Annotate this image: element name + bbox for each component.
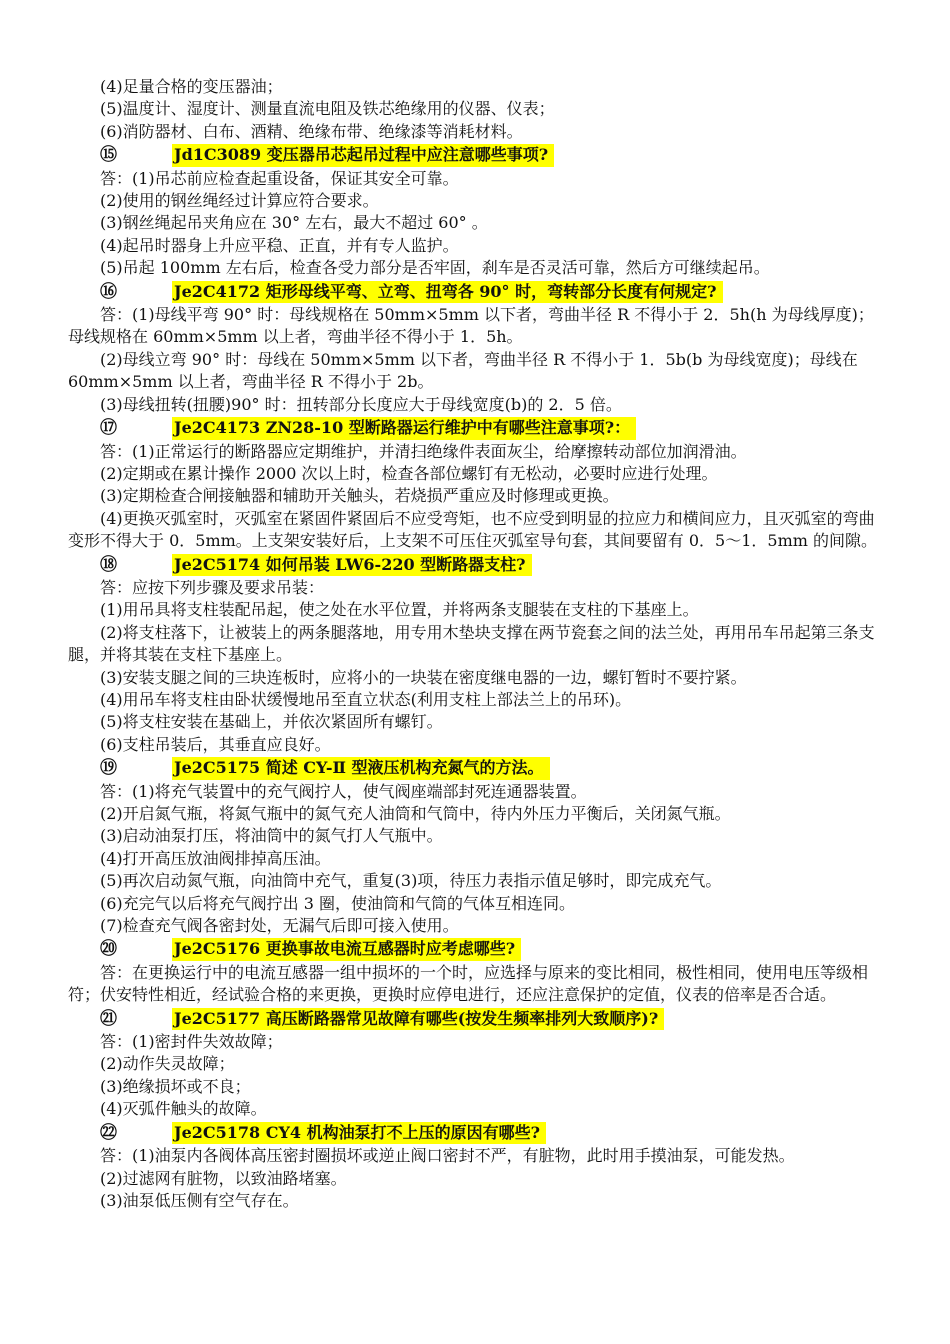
answer-paragraph: (1)用吊具将支柱装配吊起，使之处在水平位置，并将两条支腿装在支柱的下基座上。 [100,600,699,620]
question-number: ⑯ [100,281,117,302]
question-heading [68,144,882,166]
question-title: Je2C5176 更换事故电流互感器时应考虑哪些? [172,938,521,960]
answer-paragraph: (3)母线扭转(扭腰)90° 时：扭转部分长度应大于母线宽度(b)的 2．5 倍。 [100,394,622,414]
answer-paragraph: (5)将支柱安装在基础上，并依次紧固所有螺钉。 [100,712,443,732]
question-number: ⑲ [100,758,117,779]
question-block [68,417,882,552]
answer-paragraph: (5)吊起 100mm 左右后，检查各受力部分是否牢固，刹车是否灵活可靠，然后方可继续起吊。 [100,258,770,278]
answer-paragraph: (3)安装支腿之间的三块连板时，应将小的一块装在密度继电器的一边，螺钉暂时不要拧紧。 [100,667,747,687]
answer-paragraph: (4)打开高压放油阀排掉高压油。 [100,848,331,868]
question-heading [68,417,882,439]
answer-paragraph: (2)过滤网有脏物，以致油路堵塞。 [100,1168,347,1188]
answer-paragraph: (6)支柱吊装后，其垂直应良好。 [100,734,331,754]
question-title: Jd1C3089 变压器吊芯起吊过程中应注意哪些事项? [172,144,554,166]
question-block [68,554,882,757]
answer-paragraph: (2)将支柱落下，让被装上的两条腿落地，用专用木垫块支撑在两节瓷套之间的法兰处，再用吊车吊起第三条支腿，并将其装在支柱下基座上。 [68,622,875,665]
answer-paragraph: (3)油泵低压侧有空气存在。 [100,1190,299,1210]
answer-paragraph: 答：(1)母线平弯 90° 时：母线规格在 50mm×5mm 以下者，弯曲半径 R 不得小于 2．5h(h 为母线厚度)；母线规格在 60mm×5mm 以上者，弯曲半径不得小于 1．5h。 [68,305,874,347]
question-title: Je2C5178 CY4 机构油泵打不上压的原因有哪些? [172,1122,546,1144]
answer-paragraph: (4)用吊车将支柱由卧状缓慢地吊至直立状态(利用支柱上部法兰上的吊环)。 [100,689,632,709]
question-heading [68,1122,882,1144]
intro-line: (6)消防器材、白布、酒精、绝缘布带、绝缘漆等消耗材料。 [100,121,523,141]
question-block [68,281,882,416]
question-number: ⑮ [100,145,117,166]
question-heading [68,554,882,576]
question-number: ㉒ [100,1122,117,1143]
question-number: ⑳ [100,939,117,960]
question-number: ⑰ [100,418,117,439]
question-block [68,757,882,937]
answer-paragraph: (3)钢丝绳起吊夹角应在 30° 左右，最大不超过 60° 。 [100,213,488,233]
question-block [68,144,882,279]
question-title: Je2C5177 高压断路器常见故障有哪些(按发生频率排列大致顺序)? [172,1008,664,1030]
answer-paragraph: (7)检查充气阀各密封处，无漏气后即可接入使用。 [100,916,459,936]
intro-line: (4)足量合格的变压器油； [100,77,283,96]
answer-paragraph: (4)灭弧件触头的故障。 [100,1099,267,1119]
answer-paragraph: (2)定期或在累计操作 2000 次以上时，检查各部位螺钉有无松动，必要时应进行处理。 [100,463,718,483]
intro-block [68,76,882,143]
question-list [68,144,882,1212]
question-block [68,938,882,1006]
answer-paragraph: (2)母线立弯 90° 时：母线在 50mm×5mm 以下者，弯曲半径 R 不得小于 1．5b(b 为母线宽度)；母线在 60mm×5mm 以上者，弯曲半径 R 不得小于 2b。 [68,349,858,392]
answer-paragraph: 答：(1)将充气装置中的充气阀拧人，使气阀座端部封死连通器装置。 [100,781,587,801]
answer-paragraph: 答：应按下列步骤及要求吊装： [100,577,325,597]
answer-paragraph: 答：(1)油泵内各阀体高压密封圈损坏或逆止阀口密封不严，有脏物，此时用手摸油泵，可能发热。 [100,1146,795,1166]
question-block [68,1122,882,1213]
intro-line: (5)温度计、湿度计、测量直流电阻及铁芯绝缘用的仪器、仪表； [100,99,555,119]
answer-paragraph: (3)绝缘损坏或不良； [100,1076,251,1096]
question-title: Je2C4172 矩形母线平弯、立弯、扭弯各 90° 时，弯转部分长度有何规定? [172,281,723,303]
answer-paragraph: (3)定期检查合闸接触器和辅助开关触头，若烧损严重应及时修理或更换。 [100,486,619,506]
answer-paragraph: (4)起吊时器身上升应平稳、正直，并有专人监护。 [100,235,459,255]
answer-paragraph: (2)使用的钢丝绳经过计算应符合要求。 [100,191,379,211]
question-heading [68,938,882,960]
answer-paragraph: (3)启动油泵打压，将油筒中的氮气打人气瓶中。 [100,826,443,846]
question-title: Je2C5175 简述 CY-Ⅱ 型液压机构充氮气的方法。 [172,757,550,779]
question-heading [68,1008,882,1030]
question-title: Je2C5174 如何吊装 LW6-220 型断路器支柱? [172,554,532,576]
question-number: ⑱ [100,554,117,575]
answer-paragraph: (2)动作失灵故障； [100,1054,235,1074]
answer-paragraph: 答：(1)正常运行的断路器应定期维护，并清扫绝缘件表面灰尘，给摩擦转动部位加润滑油。 [100,441,747,461]
question-heading [68,757,882,779]
answer-paragraph: (6)充完气以后将充气阀拧出 3 圈，使油筒和气筒的气体互相连同。 [100,893,576,913]
question-heading [68,281,882,303]
question-block [68,1008,882,1121]
answer-paragraph: 答：(1)吊芯前应检查起重设备，保证其安全可靠。 [100,168,459,188]
answer-paragraph: 答：在更换运行中的电流互感器一组中损坏的一个时，应选择与原来的变比相同，极性相同，使用电压等级相符；伏安特性相近，经试验合格的来更换，更换时应停电进行，还应注意保护的定值，仪表的倍率是否合适。 [68,962,869,1005]
answer-paragraph: (4)更换灭弧室时，灭弧室在紧固件紧固后不应受弯矩，也不应受到明显的拉应力和横间应力，且灭弧室的弯曲变形不得大于 0．5mm。上支架安装好后，上支架不可压住灭弧室导句套，其间要留有 0．5～1．5mm 的间隙。 [68,508,878,551]
question-title: Je2C4173 ZN28-10 型断路器运行维护中有哪些注意事项?： [172,417,636,439]
answer-paragraph: (5)再次启动氮气瓶，向油筒中充气，重复(3)项，待压力表指示值足够时，即完成充气。 [100,871,722,891]
answer-paragraph: 答：(1)密封件失效故障； [100,1032,283,1052]
question-number: ㉑ [100,1008,117,1029]
answer-paragraph: (2)开启氮气瓶，将氮气瓶中的氮气充人油筒和气筒中，待内外压力平衡后，关闭氮气瓶。 [100,804,731,823]
